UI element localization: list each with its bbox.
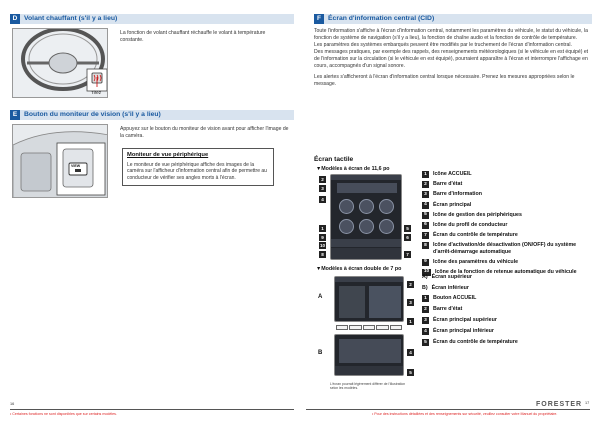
pull-label: Tirez	[91, 90, 102, 95]
marker-2b: 2	[407, 281, 414, 288]
section-d-header	[10, 14, 294, 24]
cid-paragraph-4: Les alertes s'afficheront à l'écran d'information central lorsque nécessaire. Prenez les mesures appropriées selon le message.	[314, 74, 575, 88]
screen-a-label: A	[318, 294, 323, 300]
legend-item: 2 Barre d'état	[422, 181, 590, 188]
vision-button-illustration	[12, 124, 108, 198]
touch-screen-heading: Écran tactile	[314, 156, 354, 163]
section-e-title: Bouton du moniteur de vision (s'il y a lieu)	[24, 110, 161, 118]
marker-7: 7	[404, 251, 411, 258]
legend-item: 10 Icône de la fonction de retenue automatique du véhicule	[423, 268, 577, 275]
upper-panel	[369, 286, 401, 318]
right-footer-note: • Pour des instructions détaillées et des renseignements sur sécurité, veuillez consulter votre Manuel du propriétaire.	[372, 412, 558, 416]
legend-item: 4 Écran principal	[422, 202, 590, 209]
dashboard-icon	[13, 125, 108, 198]
section-f-title: Écran d'information central (CID)	[328, 14, 435, 22]
marker-5: 5	[404, 225, 411, 232]
legend-item: 7 Écran du contrôle de température	[422, 232, 590, 239]
left-page-number: 16	[10, 402, 15, 406]
climate-bar	[331, 248, 402, 260]
marker-3b: 3	[407, 299, 414, 306]
left-footer-rule	[10, 409, 294, 410]
legend-11	[422, 171, 590, 279]
legend-item: A) Écran supérieur	[422, 274, 472, 280]
legend-item: 9 Icône des paramètres du véhicule	[422, 259, 590, 266]
section-e-text: Appuyez sur le bouton du moniteur de vision avant pour afficher l'image de la caméra.	[120, 126, 289, 140]
status-bar	[331, 175, 402, 180]
legend-item: 8 Icône d'activation/de désactivation (ON/OFF) du système d'arrêt-démarrage automatique	[422, 242, 590, 255]
screen-b-label: B	[318, 350, 323, 356]
marker-6: 6	[404, 234, 411, 241]
section-e-header	[10, 110, 294, 120]
legend-item: B) Écran inférieur	[422, 284, 469, 291]
marker-4: 4	[319, 196, 326, 203]
info-bar	[337, 183, 397, 193]
legend-item: 1 Icône ACCUEIL	[422, 171, 590, 178]
marker-4b: 4	[407, 349, 414, 356]
marker-5b: 5	[407, 369, 414, 376]
cid-lower-screen	[334, 334, 404, 376]
model-7-heading: ▼Modèles à écran double de 7 po	[316, 266, 402, 272]
callout-text: Le moniteur de vue périphérique affiche des images de la caméra sur l'afficheur d'information central afin de permettre au conducteur de vérifier ses angles morts à l'écran.	[127, 161, 267, 182]
steering-wheel-icon	[13, 29, 108, 98]
marker-2: 2	[319, 176, 326, 183]
callout-title: Moniteur de vue périphérique	[127, 152, 209, 158]
left-footer-note: • Certaines fonctions ne sont disponibles que sur certains modèles.	[10, 412, 117, 416]
section-f-header	[314, 14, 592, 24]
right-page-number: 17	[585, 401, 590, 405]
section-e-letter: E	[10, 110, 20, 120]
marker-10: 10	[319, 242, 326, 248]
legend-item: 3 Barre d'information	[422, 191, 590, 198]
surround-monitor-callout	[122, 148, 274, 186]
heated-wheel-illustration	[12, 28, 108, 98]
brand-wordmark: FORESTER	[536, 401, 583, 408]
cid-paragraph-1: Toute l'information s'affiche à l'écran d'information central, notamment les paramètres du véhicule, le statut du véhicule, la fonction de système de navigation (s'il y a lieu), la fonction de chaîne audio et la fonction de contrôle de température.	[314, 28, 588, 42]
cid-upper-screen	[334, 276, 404, 322]
right-footer-rule	[306, 409, 590, 410]
legend-item: 4 Écran principal inférieur	[422, 328, 590, 335]
legend-item: 5 Écran du contrôle de température	[422, 339, 590, 346]
legend-item: 6 Icône du profil de conducteur	[422, 222, 590, 229]
upper-status-bar	[335, 277, 404, 282]
app-tile	[339, 199, 354, 214]
marker-1b: 1	[407, 318, 414, 325]
legend-item: 5 Icône de gestion des périphériques	[422, 212, 590, 219]
section-d-title: Volant chauffant (s'il y a lieu)	[24, 14, 118, 22]
lower-climate-bar	[335, 366, 404, 376]
app-tile	[359, 199, 374, 214]
marker-1: 1	[319, 225, 326, 232]
app-tile	[379, 219, 394, 234]
view-button-label: VIEW	[71, 164, 81, 168]
legend-item: 3 Écran principal supérieur	[422, 317, 590, 324]
marker-9: 9	[319, 234, 326, 241]
hard-key-row	[336, 325, 402, 330]
section-d-text: La fonction de volant chauffant réchauffe le volant à température constante.	[120, 30, 266, 44]
app-tile	[379, 199, 394, 214]
model-11-heading: ▼Modèles à écran de 11,6 po	[316, 166, 390, 172]
app-tile	[339, 219, 354, 234]
lower-panel	[339, 339, 401, 363]
screen-variation-note: L'écran pourrait légèrement différer de l'illustration selon les modèles.	[330, 382, 406, 391]
legend-item: 1 Bouton ACCUEIL	[422, 295, 590, 302]
cid-paragraph-3: Des messages pratiques, par exemple des rappels, des renseignements météorologiques (si le véhicule en est équipé) et de l'information sur la circulation (si le véhicule en est équipé), pourraient apparaître à l'écran et interrompre l'affichage en cours, accompagnés d'un signal sonore.	[314, 49, 589, 70]
section-f-body	[314, 28, 590, 88]
cid-11-screen	[330, 174, 402, 260]
section-d-letter: D	[10, 14, 20, 24]
section-f-letter: F	[314, 14, 324, 24]
device-bar	[331, 239, 402, 247]
app-tile	[359, 219, 374, 234]
legend-item: 2 Barre d'état	[422, 306, 590, 313]
marker-8: 8	[319, 251, 326, 258]
upper-panel	[339, 286, 365, 318]
marker-3: 3	[319, 185, 326, 192]
legend-7	[422, 274, 590, 350]
cid-paragraph-2: Les paramètres des systèmes embarqués peuvent être modifiés par le truchement de l'écran d'information central.	[314, 42, 572, 49]
